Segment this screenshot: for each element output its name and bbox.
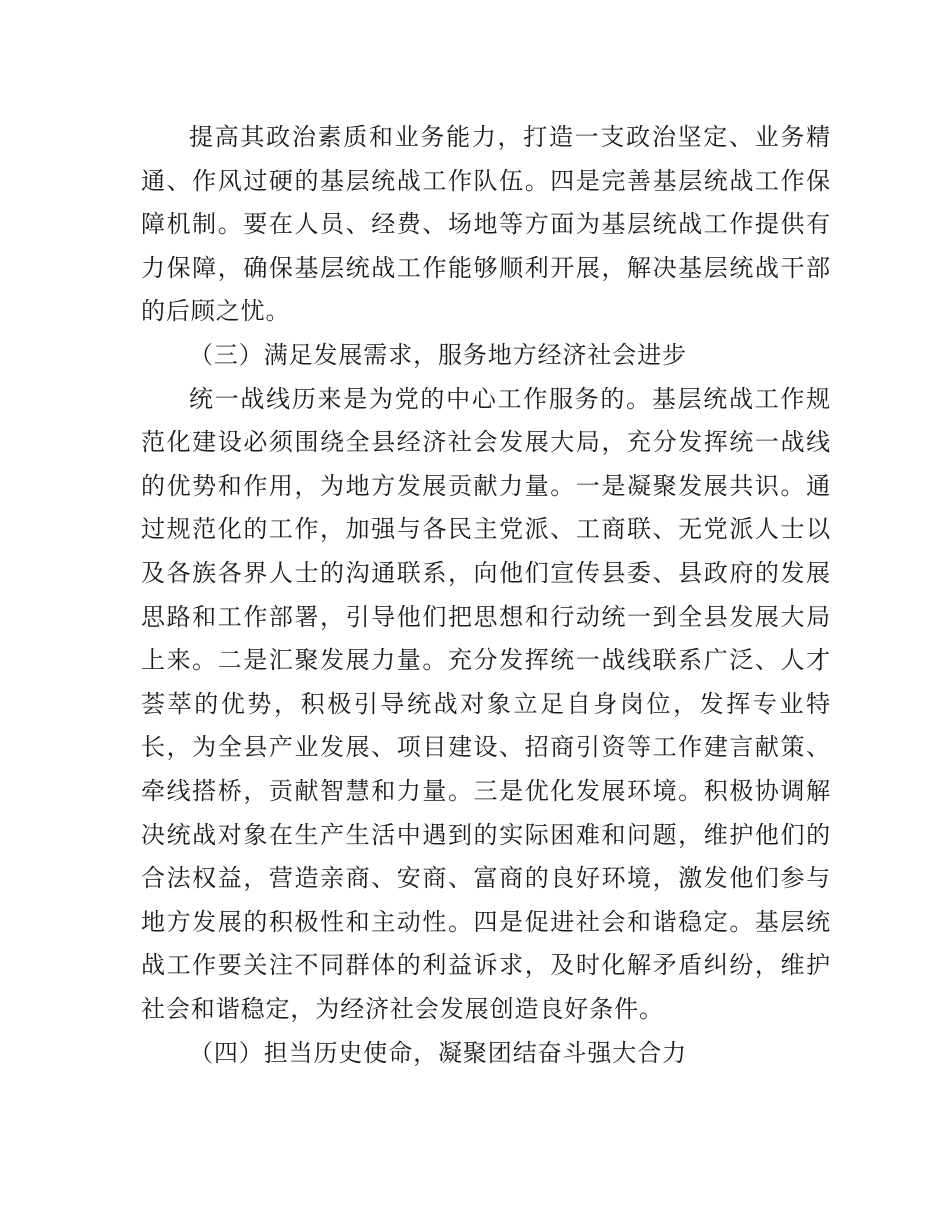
section-heading-3: （三）满足发展需求，服务地方经济社会进步 [189, 341, 687, 370]
section-heading-4: （四）担当历史使命，凝聚团结奋斗强大合力 [189, 1038, 687, 1067]
paragraph-section-3: 统一战线历来是为党的中心工作服务的。基层统战工作规范化建设必须围绕全县经济社会发展大局，充分发挥统一战线的优势和作用，为地方发展贡献力量。一是凝聚发展共识。通过规范化的工作，加强与各民主党派、工商联、无党派人士以及各族各界人士的沟通联系，向他们宣传县委、县政府的发展思路和工作部署，引导他们把思想和行动统一到全县发展大局上来。二是汇聚发展力量。充分发挥统一战线联系广泛、人才荟萃的优势，积极引导统战对象立足自身岗位，发挥专业特长，为全县产业发展、项目建设、招商引资等工作建言献策、牵线搭桥，贡献智慧和力量。三是优化发展环境。积极协调解决统战对象在生产生活中遇到的实际困难和问题，维护他们的合法权益，营造亲商、安商、富商的良好环境，激发他们参与地方发展的积极性和主动性。四是促进社会和谐稳定。基层统战工作要关注不同群体的利益诉求，及时化解矛盾纠纷，维护社会和谐稳定，为经济社会发展创造良好条件。 [141, 384, 831, 1023]
paragraph-continuation: 提高其政治素质和业务能力，打造一支政治坚定、业务精通、作风过硬的基层统战工作队伍。四是完善基层统战工作保障机制。要在人员、经费、场地等方面为基层统战工作提供有力保障，确保基层统战工作能够顺利开展，解决基层统战干部的后顾之忧。 [141, 123, 831, 326]
document-body [141, 116, 831, 1075]
